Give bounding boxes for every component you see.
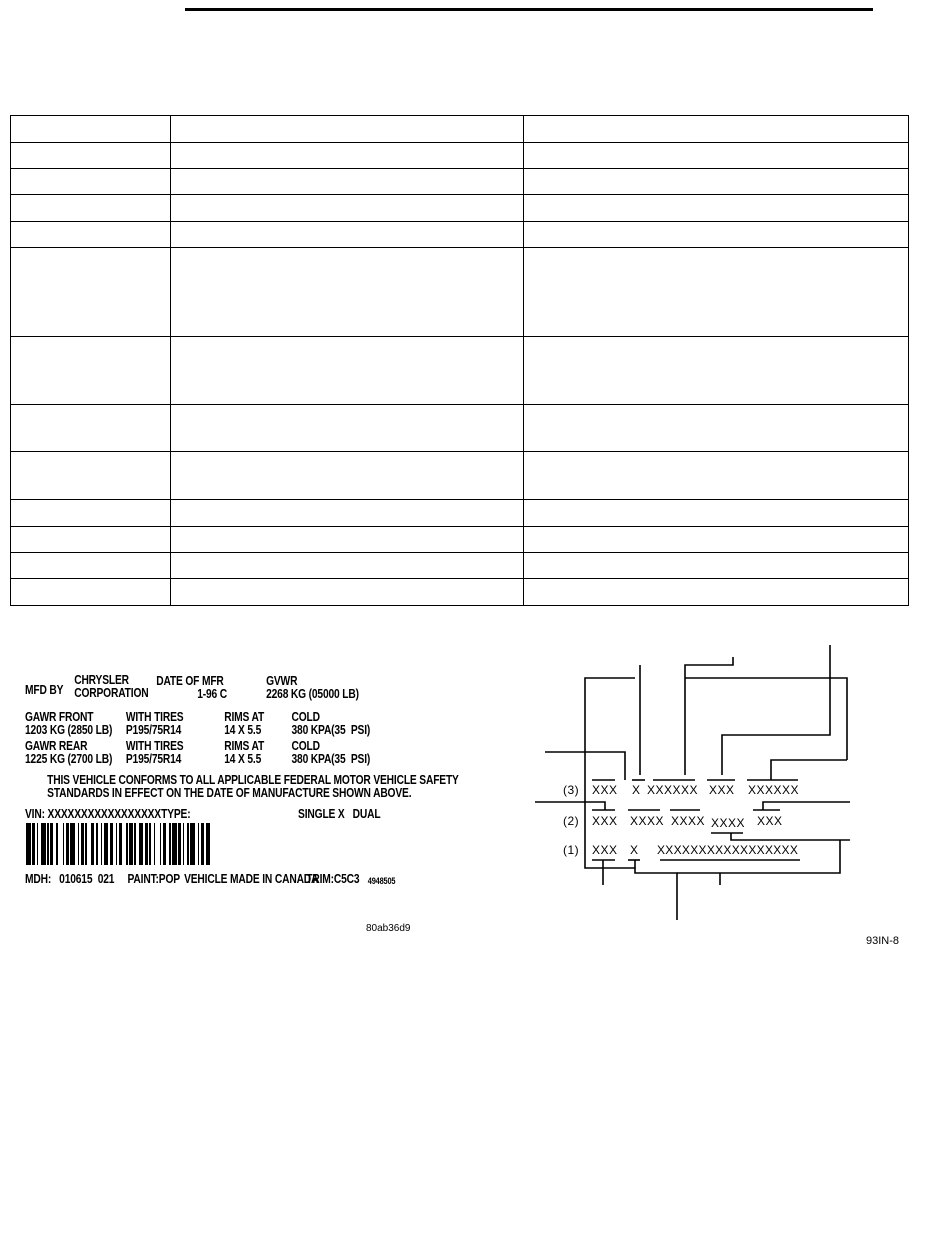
table-cell bbox=[524, 169, 909, 195]
table-row bbox=[11, 248, 909, 337]
table-row bbox=[11, 452, 909, 500]
barcode bbox=[26, 823, 372, 865]
gawr-rear-label: GAWR REAR bbox=[25, 739, 88, 753]
table-cell bbox=[524, 116, 909, 143]
row-3-label: (3) bbox=[563, 783, 580, 797]
cold-label-1: COLD bbox=[291, 710, 320, 724]
table-cell bbox=[171, 195, 524, 222]
table-cell bbox=[171, 579, 524, 606]
table-cell bbox=[524, 143, 909, 169]
table-row bbox=[11, 116, 909, 143]
table-cell bbox=[11, 222, 171, 248]
table-cell bbox=[524, 337, 909, 405]
table-cell bbox=[11, 553, 171, 579]
table-cell bbox=[171, 222, 524, 248]
table-cell bbox=[524, 553, 909, 579]
row-2-code-1: XXX bbox=[592, 814, 618, 828]
row-2-code-2: XXXX bbox=[630, 814, 665, 828]
paint-field: PAINT:POP bbox=[127, 872, 180, 886]
row-3-code-5: XXXXXX bbox=[748, 783, 800, 797]
table-row bbox=[11, 500, 909, 527]
table-cell bbox=[171, 337, 524, 405]
row-1-code-3: XXXXXXXXXXXXXXXXX bbox=[657, 843, 799, 857]
row-3-code-4: XXX bbox=[709, 783, 735, 797]
table-cell bbox=[11, 500, 171, 527]
table-cell bbox=[524, 500, 909, 527]
table-row bbox=[11, 195, 909, 222]
table-cell bbox=[11, 527, 171, 553]
code-table bbox=[10, 115, 909, 606]
table-row bbox=[11, 143, 909, 169]
maker-line-2: CORPORATION bbox=[74, 686, 149, 700]
table-row bbox=[11, 405, 909, 452]
table-cell bbox=[524, 405, 909, 452]
table-row bbox=[11, 337, 909, 405]
table-cell bbox=[171, 169, 524, 195]
table-cell bbox=[524, 248, 909, 337]
table-cell bbox=[524, 527, 909, 553]
row-2-code-5: XXX bbox=[757, 814, 783, 828]
code-diagram bbox=[535, 640, 855, 930]
table-cell bbox=[171, 553, 524, 579]
figure-id-right: 93IN-8 bbox=[866, 935, 900, 947]
table-cell bbox=[524, 195, 909, 222]
gawr-front-value: 1203 KG (2850 LB) bbox=[25, 723, 113, 737]
trim-field: TRIM:C5C3 bbox=[306, 872, 360, 886]
table-row bbox=[11, 222, 909, 248]
row-1-code-2: X bbox=[630, 843, 639, 857]
table-cell bbox=[171, 405, 524, 452]
rims-at-label-1: RIMS AT bbox=[224, 710, 265, 724]
table-row bbox=[11, 527, 909, 553]
table-cell bbox=[171, 452, 524, 500]
tire-size-1: P195/75R14 bbox=[125, 723, 182, 737]
gvwr-value: 2268 KG (05000 LB) bbox=[266, 687, 359, 701]
table-cell bbox=[11, 195, 171, 222]
mfd-by-label: MFD BY bbox=[25, 683, 64, 697]
table-cell bbox=[171, 116, 524, 143]
row-3-code-1: XXX bbox=[592, 783, 618, 797]
row-2-label: (2) bbox=[563, 814, 580, 828]
header-rule bbox=[185, 8, 873, 11]
rim-size-1: 14 X 5.5 bbox=[224, 723, 262, 737]
label-serial: 4948505 bbox=[367, 876, 396, 886]
tire-pressure-1: 380 KPA(35 PSI) bbox=[291, 723, 371, 737]
row-1-code-1: XXX bbox=[592, 843, 618, 857]
row-2-code-4: XXXX bbox=[711, 816, 746, 830]
mdh-field: MDH: 010615 021 bbox=[25, 872, 115, 886]
gawr-rear-value: 1225 KG (2700 LB) bbox=[25, 752, 113, 766]
made-in-field: VEHICLE MADE IN CANADA bbox=[184, 872, 319, 886]
table-row bbox=[11, 579, 909, 606]
conformance-line-1: THIS VEHICLE CONFORMS TO ALL APPLICABLE FEDERAL MOTOR VEHICLE SAFETY bbox=[47, 773, 459, 787]
table-cell bbox=[524, 222, 909, 248]
table-cell bbox=[524, 452, 909, 500]
figure-id-left: 80ab36d9 bbox=[366, 923, 411, 934]
with-tires-label-1: WITH TIRES bbox=[125, 710, 184, 724]
date-of-mfr-label: DATE OF MFR bbox=[156, 674, 224, 688]
table-row bbox=[11, 169, 909, 195]
table-cell bbox=[171, 248, 524, 337]
table-cell bbox=[171, 143, 524, 169]
table-cell bbox=[11, 579, 171, 606]
with-tires-label-2: WITH TIRES bbox=[125, 739, 184, 753]
date-of-mfr-value: 1-96 C bbox=[197, 687, 227, 701]
table-cell bbox=[524, 579, 909, 606]
single-dual-field: SINGLE X DUAL bbox=[298, 807, 381, 821]
table-cell bbox=[171, 527, 524, 553]
rim-size-2: 14 X 5.5 bbox=[224, 752, 262, 766]
vin-field: VIN: XXXXXXXXXXXXXXXXX bbox=[25, 807, 161, 821]
table-cell bbox=[11, 452, 171, 500]
type-field: TYPE: bbox=[161, 807, 191, 821]
barcode-stripe bbox=[210, 823, 212, 865]
table-cell bbox=[11, 116, 171, 143]
maker-line-1: CHRYSLER bbox=[74, 673, 129, 687]
table-cell bbox=[11, 248, 171, 337]
gawr-front-label: GAWR FRONT bbox=[25, 710, 94, 724]
row-2-code-3: XXXX bbox=[671, 814, 706, 828]
row-3-code-3: XXXXXX bbox=[647, 783, 699, 797]
conformance-line-2: STANDARDS IN EFFECT ON THE DATE OF MANUFACTURE SHOWN ABOVE. bbox=[47, 786, 412, 800]
tire-size-2: P195/75R14 bbox=[125, 752, 182, 766]
table-row bbox=[11, 553, 909, 579]
row-3-code-2: X bbox=[632, 783, 641, 797]
table-cell bbox=[11, 337, 171, 405]
cold-label-2: COLD bbox=[291, 739, 320, 753]
table-cell bbox=[171, 500, 524, 527]
row-1-label: (1) bbox=[563, 843, 580, 857]
rims-at-label-2: RIMS AT bbox=[224, 739, 265, 753]
table-cell bbox=[11, 143, 171, 169]
gvwr-label: GVWR bbox=[266, 674, 298, 688]
tire-pressure-2: 380 KPA(35 PSI) bbox=[291, 752, 371, 766]
table-cell bbox=[11, 169, 171, 195]
table-cell bbox=[11, 405, 171, 452]
